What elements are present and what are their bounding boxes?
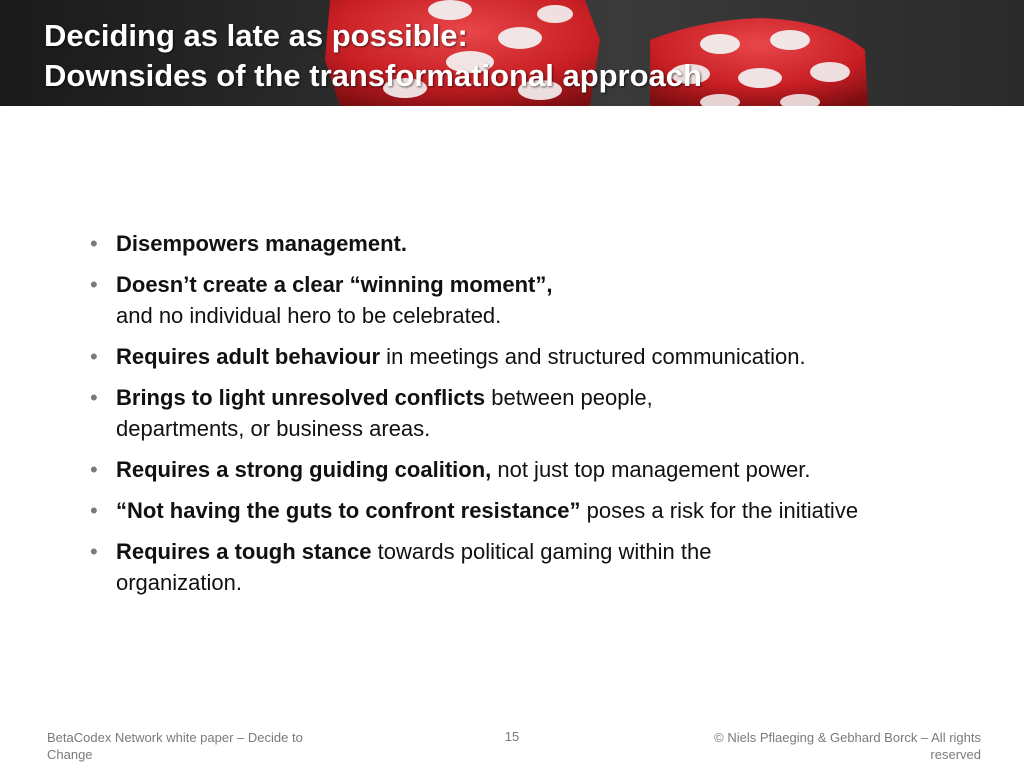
bullet-icon: • — [90, 231, 98, 256]
bullet-icon: • — [90, 498, 98, 523]
bullet-bold-text: Requires a tough stance — [116, 539, 372, 564]
bullet-text: between people, departments, or business areas. — [116, 385, 653, 441]
bullet-bold-text: Requires a strong guiding coalition, — [116, 457, 492, 482]
bullet-bold-text: Requires adult behaviour — [116, 344, 381, 369]
header-banner — [0, 0, 1024, 106]
bullet-list — [90, 228, 970, 608]
slide-title-line-1: Deciding as late as possible: — [44, 18, 468, 53]
bullet-text: and no individual hero to be celebrated. — [116, 303, 502, 328]
list-item — [90, 269, 970, 331]
list-item — [90, 382, 756, 444]
bullet-icon: • — [90, 385, 98, 410]
slide-title-line-2: Downsides of the transformational approach — [44, 58, 702, 93]
list-item — [90, 495, 896, 526]
bullet-icon: • — [90, 457, 98, 482]
list-item — [90, 228, 970, 259]
bullet-text: towards political gaming within the organization. — [116, 539, 712, 595]
list-item — [90, 454, 970, 485]
slide-title — [44, 16, 702, 96]
bullet-text: not just top management power. — [491, 457, 811, 482]
bullet-icon: • — [90, 272, 98, 297]
footer-source: BetaCodex Network white paper – Decide to Change — [47, 730, 303, 762]
list-item — [90, 341, 970, 372]
bullet-bold-text: “Not having the guts to confront resistance” — [116, 498, 581, 523]
list-item — [90, 536, 836, 598]
bullet-bold-text: Brings to light unresolved conflicts — [116, 385, 486, 410]
bullet-text: in meetings and structured communication. — [380, 344, 806, 369]
bullet-icon: • — [90, 539, 98, 564]
bullet-icon: • — [90, 344, 98, 369]
footer-copyright: © Niels Pflaeging & Gebhard Borck – All rights reserved — [714, 730, 981, 762]
page-number: 15 — [504, 729, 520, 744]
bullet-bold-text: Disempowers management. — [116, 231, 407, 256]
bullet-text: poses a risk for the initiative — [580, 498, 859, 523]
bullet-bold-text: Doesn’t create a clear “winning moment”, — [116, 272, 553, 297]
